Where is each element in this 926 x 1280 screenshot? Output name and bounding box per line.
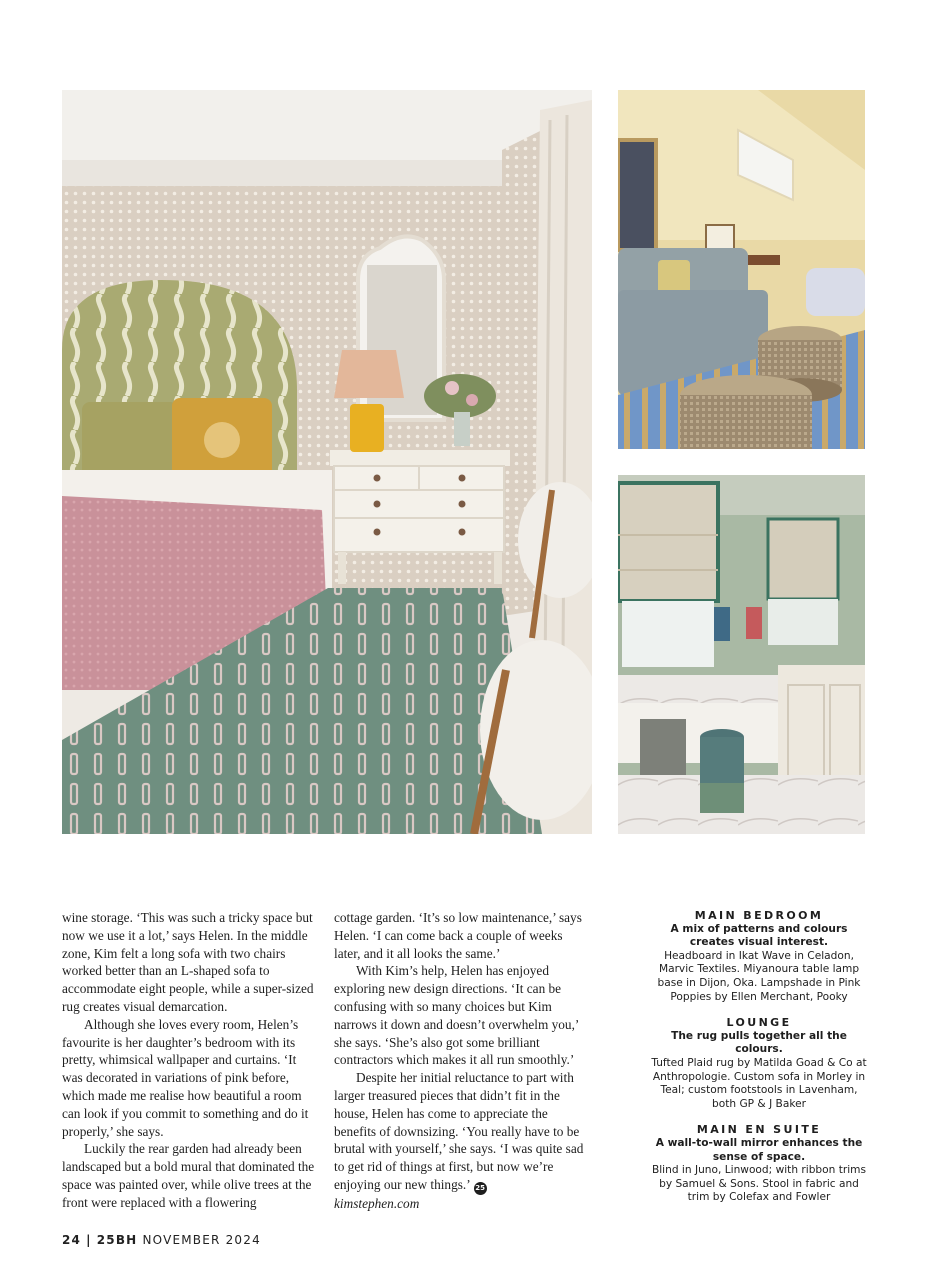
page-folio xyxy=(62,1233,261,1247)
issue-date: NOVEMBER 2024 xyxy=(142,1233,261,1247)
page-number: 24 xyxy=(62,1233,82,1247)
article-column-2 xyxy=(334,909,592,1213)
caption-main-bedroom xyxy=(648,909,870,1004)
caption-main-en-suite xyxy=(648,1123,870,1205)
end-of-article-mark: 25 xyxy=(474,1182,487,1195)
en-suite-illustration xyxy=(618,475,865,834)
paragraph: Although she loves every room, Helen’s favourite is her daughter’s bedroom with its pretty, whimsical wallpaper and curtains. ‘It was decorated in variations of pink before, which made me realise how beautiful a room can look if you commit to something and do it properly,’ she says. xyxy=(62,1016,309,1139)
paragraph-text: Despite her initial reluctance to part with larger treasured pieces that didn’t fit in the house, Helen has come to appreciate the benefits of downsizing. ‘You really have to be brutal with yourself,’ she says. ‘I was quite sad to get rid of things at first, but now we’re enjoying our new things.’ xyxy=(334,1070,584,1192)
paragraph: wine storage. ‘This was such a tricky space but now we use it a lot,’ says Helen. In the middle zone, Kim felt a long sofa with two chairs worked better than an L-shaped sofa to accommodate eight people, while a super-sized rug creates visual demarcation. xyxy=(62,910,314,1014)
main-bedroom-illustration xyxy=(62,90,592,834)
caption-lead: A wall-to-wall mirror enhances the sense of space. xyxy=(655,1136,863,1163)
folio-separator: | xyxy=(86,1233,92,1247)
caption-body: Tufted Plaid rug by Matilda Goad & Co at Anthropologie. Custom sofa in Morley in Teal; custom footstools in Lavenham, both GP & J Baker xyxy=(651,1056,867,1110)
caption-body: Blind in Juno, Linwood; with ribbon trims by Samuel & Sons. Stool in fabric and trim by Colefax and Fowler xyxy=(651,1164,867,1204)
article-column-1 xyxy=(62,909,320,1212)
lounge-photo xyxy=(618,90,865,449)
caption-lead: A mix of patterns and colours creates visual interest. xyxy=(670,922,848,949)
lounge-illustration xyxy=(618,90,865,449)
designer-website-link[interactable]: kimstephen.com xyxy=(334,1195,420,1211)
caption-lead: The rug pulls together all the colours. xyxy=(671,1029,847,1056)
caption-title: MAIN BEDROOM xyxy=(694,909,824,922)
main-bedroom-photo xyxy=(62,90,592,834)
caption-title: MAIN EN SUITE xyxy=(696,1123,822,1137)
photo-captions xyxy=(648,909,870,1217)
paragraph: Luckily the rear garden had already been landscaped but a bold mural that dominated the space was painted over, while olive trees at the front were replaced with a flowering xyxy=(62,1141,315,1210)
magazine-name: 25BH xyxy=(96,1233,138,1247)
caption-lounge xyxy=(648,1016,870,1111)
paragraph xyxy=(334,1069,592,1195)
en-suite-photo xyxy=(618,475,865,834)
caption-title: LOUNGE xyxy=(726,1016,792,1030)
caption-body: Headboard in Ikat Wave in Celadon, Marvic Textiles. Miyanoura table lamp base in Dijon, Oka. Lampshade in Pink Poppies by Ellen Merchant, Pooky xyxy=(657,949,861,1003)
paragraph: cottage garden. ‘It’s so low maintenance,’ says Helen. ‘I can come back a couple of weeks later, and it all looks the same.’ xyxy=(334,910,582,961)
paragraph: With Kim’s help, Helen has enjoyed exploring new design directions. ‘It can be confusing with so many choices but Kim narrows it down and doesn’t overwhelm you,’ she says. ‘She’s also got some brilliant contractors which makes it all run smoothly.’ xyxy=(334,963,579,1068)
